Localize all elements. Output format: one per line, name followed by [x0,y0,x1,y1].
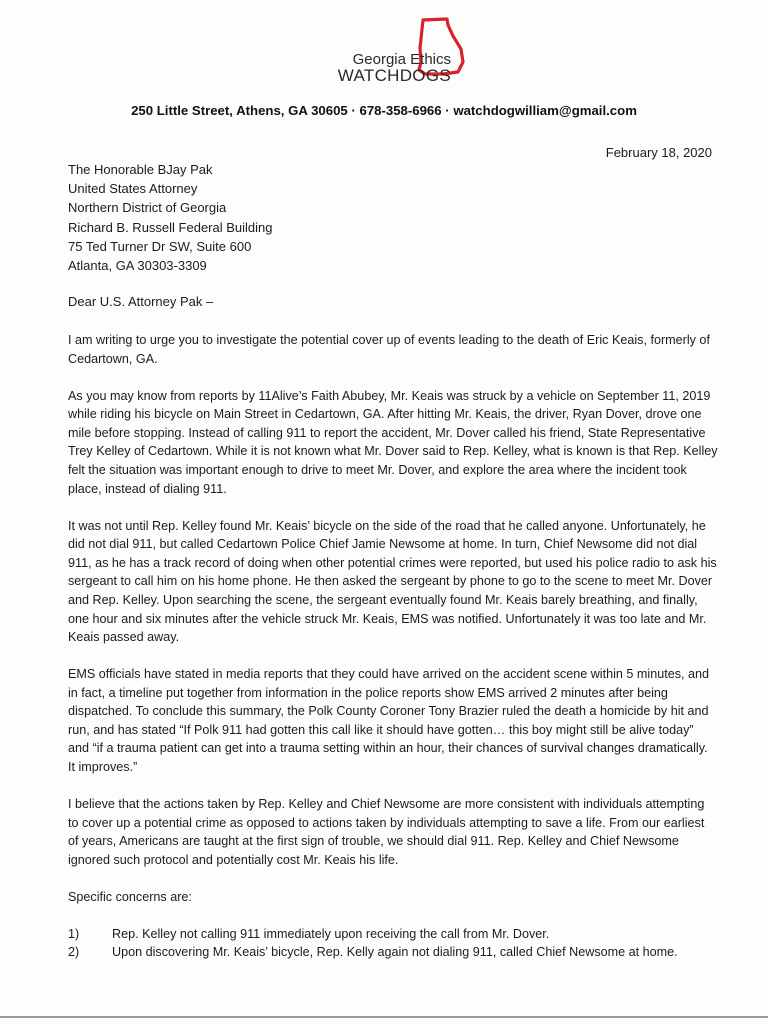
paragraph: EMS officials have stated in media reports that they could have arrived on the accident scene within 5 minutes, and in fact, a timeline put together from information in the police reports show EMS arrived 2 minutes after being dispatched. To conclude this summary, the Polk County Coroner Tony Brazier ruled the death a homicide by hit and run, and has stated “If Polk 911 had gotten this call like it should have gotten… this boy might still be alive today” and “if a trauma patient can get into a trauma setting within an hour, their chances of survival changes dramatically. It improves.” [68,667,710,775]
recipient-block [68,160,272,275]
letter-body [68,331,718,962]
list-item-number: 1) [68,926,80,941]
recipient-line: United States Attorney [68,181,198,197]
page-bottom-rule [0,1016,768,1018]
list-item [68,943,718,962]
letter-date: February 18, 2020 [605,145,712,160]
logo-line-2: WATCHDOGS [337,66,451,85]
list-item-text: Upon discovering Mr. Keais’ bicycle, Rep. Kelly again not dialing 911, called Chief Newsome at home. [112,945,678,960]
list-item-number: 2) [68,945,80,960]
list-item [68,925,718,944]
salutation: Dear U.S. Attorney Pak – [68,294,214,309]
letterhead-address: 250 Little Street, Athens, GA 30605 · 678-358-6966 · watchdogwilliam@gmail.com [131,103,637,118]
letterhead-logo [333,16,473,96]
list-item-text: Rep. Kelley not calling 911 immediately upon receiving the call from Mr. Dover. [112,926,550,941]
recipient-line: Northern District of Georgia [68,200,227,216]
paragraph: As you may know from reports by 11Alive’s Faith Abubey, Mr. Keais was struck by a vehicle on September 11, 2019 while riding his bicycle on Main Street in Cedartown, GA. After hitting Mr. Keais, the driver, Ryan Dover, drove one mile before stopping. Instead of calling 911 to report the accident, Mr. Dover called his friend, State Representative Trey Kelley of Cedartown. While it is not known what Mr. Dover said to Rep. Kelley, what is known is that Rep. Kelley felt the situation was important enough to drive to meet Mr. Dover, and explore the area where the incident took place, instead of dialing 911. [68,388,718,496]
paragraph: I believe that the actions taken by Rep. Kelley and Chief Newsome are more consistent with individuals attempting to cover up a potential crime as opposed to actions taken by individuals attempting to save a life. From our earliest of years, Americans are taught at the first sign of trouble, we should dial 911. Rep. Kelley and Chief Newsome ignored such protocol and potentially cost Mr. Keais his life. [68,797,705,867]
concerns-list [68,925,718,962]
recipient-line: Atlanta, GA 30303-3309 [68,258,207,274]
paragraph: It was not until Rep. Kelley found Mr. Keais’ bicycle on the side of the road that he called anyone. Unfortunately, he did not dial 911, but called Cedartown Police Chief Jamie Newsome at home. In turn, Chief Newsome did not dial 911, as he has a track record of doing when other potential crimes were reported, but used his police radio to ask his sergeant to call him on his home phone. He then asked the sergeant by phone to go to the scene to meet Mr. Dover and Rep. Kelley. Upon searching the scene, the sergeant eventually found Mr. Keais barely breathing, and finally, one hour and six minutes after the vehicle struck Mr. Keais, EMS was notified. Unfortunately it was too late and Mr. Keais passed away. [68,518,717,645]
paragraph: I am writing to urge you to investigate the potential cover up of events leading to the death of Eric Keais, formerly of Cedartown, GA. [68,333,710,366]
recipient-line: Richard B. Russell Federal Building [68,219,273,235]
recipient-line: The Honorable BJay Pak [68,162,213,177]
recipient-line: 75 Ted Turner Dr SW, Suite 600 [68,238,252,254]
logo-line-1: Georgia Ethics [352,51,451,68]
paragraph: Specific concerns are: [68,889,192,904]
